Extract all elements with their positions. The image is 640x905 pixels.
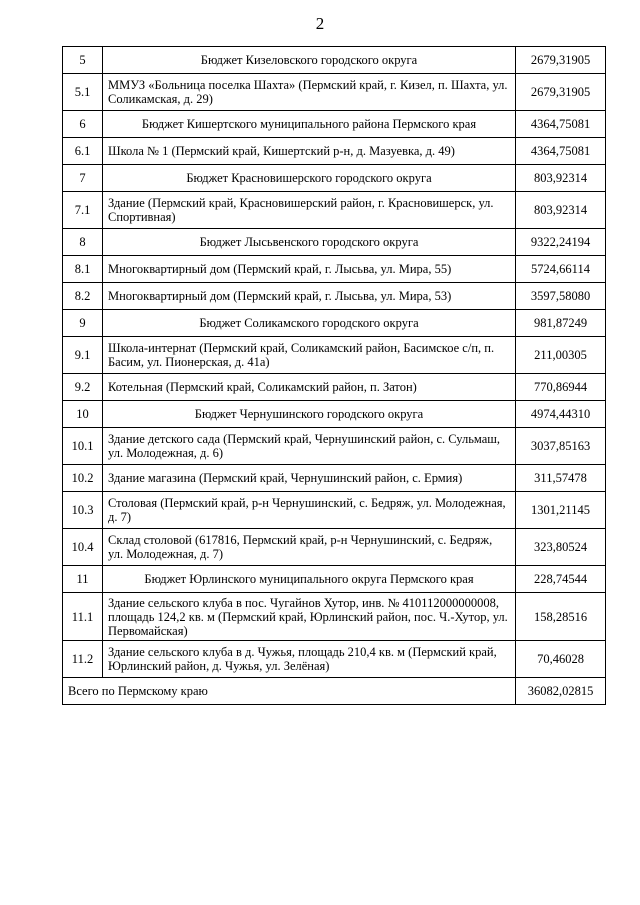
table-row [63,337,606,374]
row-number: 9.2 [63,374,103,401]
table-row [63,374,606,401]
amount: 9322,24194 [516,229,606,256]
table-row [63,256,606,283]
object-description: Школа-интернат (Пермский край, Соликамский район, Басимское с/п, п. Басим, ул. Пионерская, д. 41а) [103,337,516,374]
row-number: 9 [63,310,103,337]
total-amount: 36082,02815 [516,678,606,705]
row-number: 11 [63,566,103,593]
object-description: Здание детского сада (Пермский край, Чернушинский район, с. Сульмаш, ул. Молодежная, д. 6) [103,428,516,465]
budget-title: Бюджет Кизеловского городского округа [103,47,516,74]
table-row [63,641,606,678]
budget-title: Бюджет Чернушинского городского округа [103,401,516,428]
object-description: Школа № 1 (Пермский край, Кишертский р-н, д. Мазуевка, д. 49) [103,138,516,165]
object-description: Здание магазина (Пермский край, Чернушинский район, с. Ермия) [103,465,516,492]
amount: 2679,31905 [516,47,606,74]
amount: 4974,44310 [516,401,606,428]
object-description: ММУЗ «Больница поселка Шахта» (Пермский край, г. Кизел, п. Шахта, ул. Соликамская, д. 29) [103,74,516,111]
table-row [63,401,606,428]
row-number: 10.3 [63,492,103,529]
row-number: 5.1 [63,74,103,111]
table-row [63,192,606,229]
amount: 158,28516 [516,593,606,641]
amount: 3597,58080 [516,283,606,310]
row-number: 7.1 [63,192,103,229]
budget-table [62,46,606,705]
table-row [63,229,606,256]
table-row [63,74,606,111]
row-number: 8 [63,229,103,256]
row-number: 8.1 [63,256,103,283]
row-number: 10.4 [63,529,103,566]
amount: 803,92314 [516,165,606,192]
budget-title: Бюджет Лысьвенского городского округа [103,229,516,256]
amount: 1301,21145 [516,492,606,529]
row-number: 9.1 [63,337,103,374]
page-number: 2 [315,14,325,33]
object-description: Многоквартирный дом (Пермский край, г. Лысьва, ул. Мира, 55) [103,256,516,283]
budget-title: Бюджет Юрлинского муниципального округа Пермского края [103,566,516,593]
object-description: Склад столовой (617816, Пермский край, р-н Чернушинский, с. Бедряж, ул. Молодежная, д. 7) [103,529,516,566]
table-row [63,428,606,465]
total-label: Всего по Пермскому краю [63,678,516,705]
table-row [63,529,606,566]
row-number: 10.2 [63,465,103,492]
table-row [63,566,606,593]
table-row [63,593,606,641]
object-description: Столовая (Пермский край, р-н Чернушинский, с. Бедряж, ул. Молодежная, д. 7) [103,492,516,529]
row-number: 7 [63,165,103,192]
amount: 5724,66114 [516,256,606,283]
budget-title: Бюджет Красновишерского городского округа [103,165,516,192]
amount: 981,87249 [516,310,606,337]
table-row [63,138,606,165]
row-number: 5 [63,47,103,74]
object-description: Здание сельского клуба в д. Чужья, площадь 210,4 кв. м (Пермский край, Юрлинский район, д. Чужья, ул. Зелёная) [103,641,516,678]
budget-title: Бюджет Соликамского городского округа [103,310,516,337]
object-description: Многоквартирный дом (Пермский край, г. Лысьва, ул. Мира, 53) [103,283,516,310]
table-row [63,111,606,138]
row-number: 10.1 [63,428,103,465]
amount: 311,57478 [516,465,606,492]
total-row [63,678,606,705]
table-row [63,492,606,529]
row-number: 6.1 [63,138,103,165]
table-row [63,165,606,192]
object-description: Здание (Пермский край, Красновишерский район, г. Красновишерск, ул. Спортивная) [103,192,516,229]
row-number: 11.1 [63,593,103,641]
amount: 211,00305 [516,337,606,374]
object-description: Здание сельского клуба в пос. Чугайнов Хутор, инв. № 410112000000008, площадь 124,2 кв. м (Пермский край, Юрлинский район, пос. Ч.-Хутор, ул. Первомайская) [103,593,516,641]
amount: 70,46028 [516,641,606,678]
amount: 323,80524 [516,529,606,566]
amount: 2679,31905 [516,74,606,111]
amount: 4364,75081 [516,138,606,165]
row-number: 10 [63,401,103,428]
table-row [63,283,606,310]
budget-title: Бюджет Кишертского муниципального района Пермского края [103,111,516,138]
amount: 803,92314 [516,192,606,229]
row-number: 11.2 [63,641,103,678]
table-row [63,47,606,74]
row-number: 6 [63,111,103,138]
table-row [63,310,606,337]
amount: 228,74544 [516,566,606,593]
row-number: 8.2 [63,283,103,310]
amount: 4364,75081 [516,111,606,138]
object-description: Котельная (Пермский край, Соликамский район, п. Затон) [103,374,516,401]
table-row [63,465,606,492]
amount: 3037,85163 [516,428,606,465]
amount: 770,86944 [516,374,606,401]
